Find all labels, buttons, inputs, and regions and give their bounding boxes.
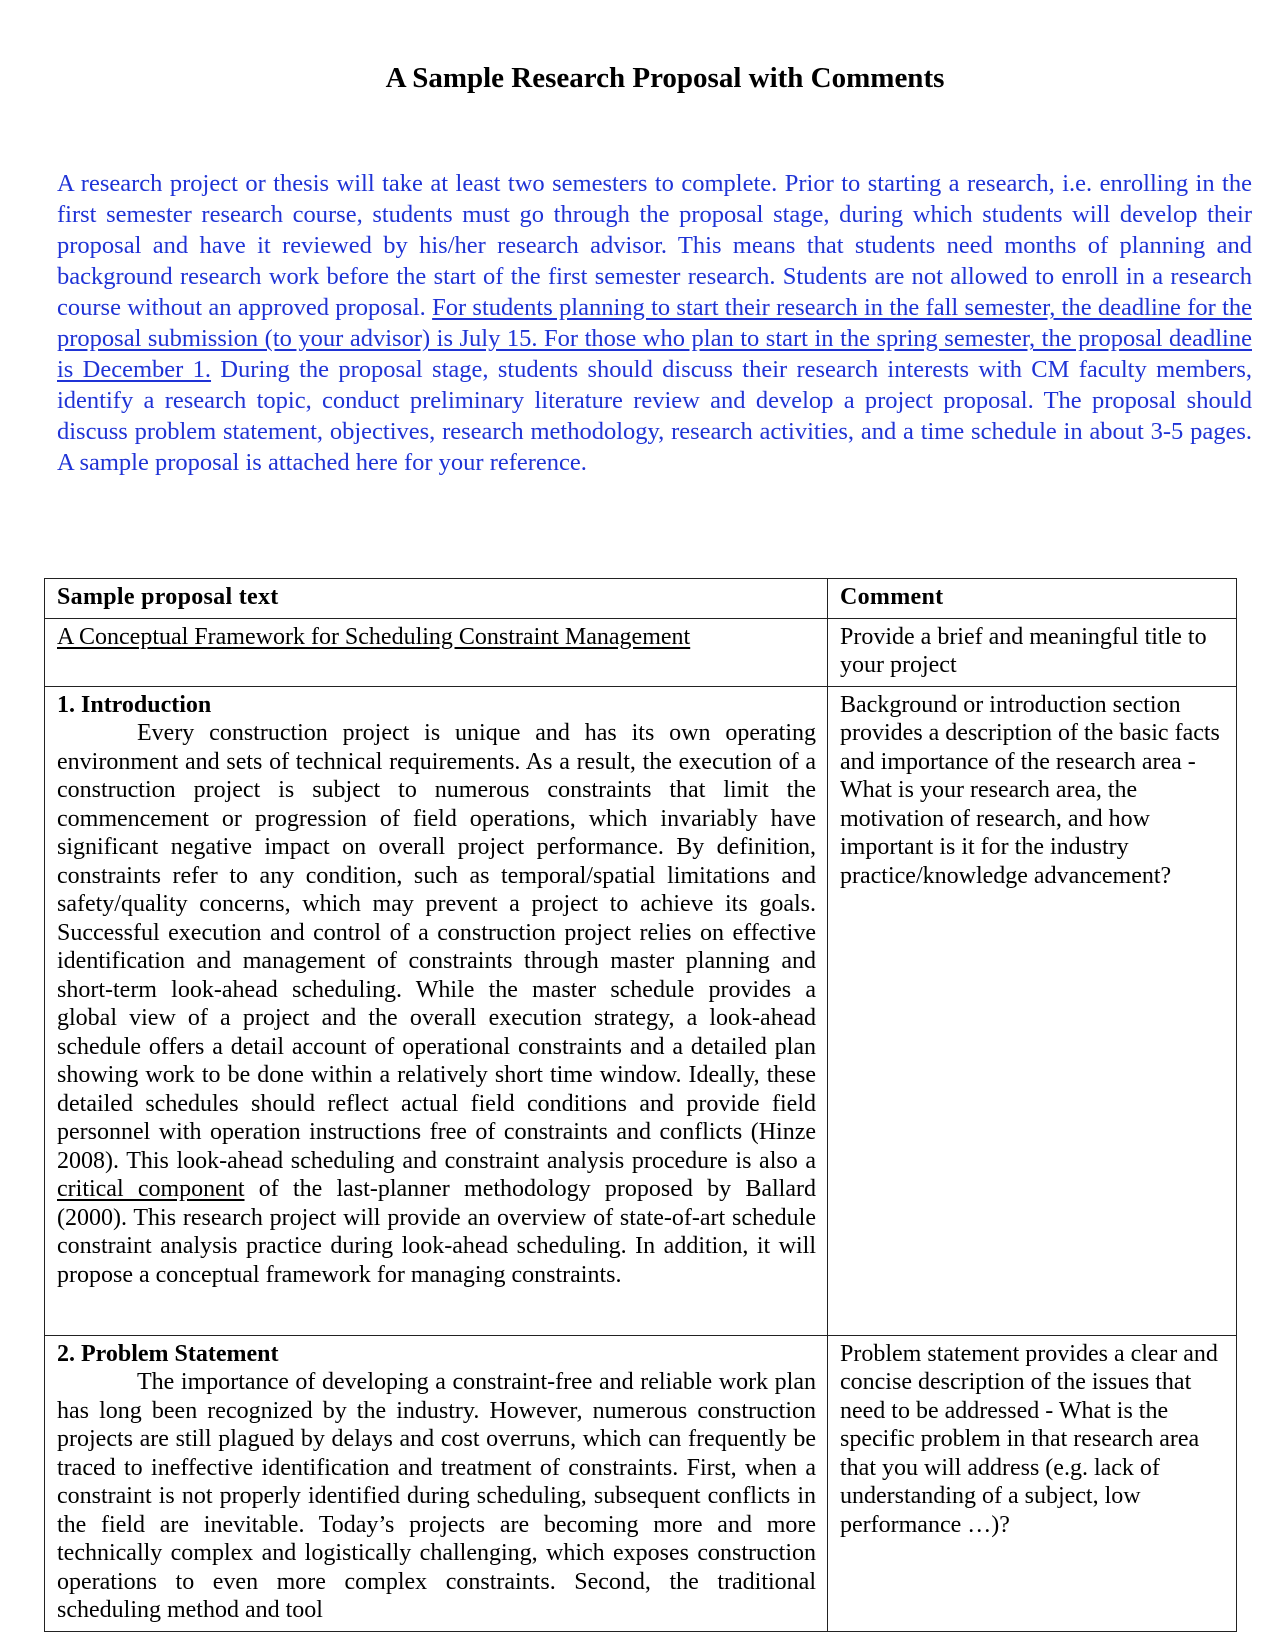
problem-cell: [45, 1335, 828, 1631]
intro-paragraph: [57, 168, 1252, 478]
project-title: A Conceptual Framework for Scheduling Constraint Management: [57, 623, 691, 650]
introduction-text: [57, 719, 816, 1289]
proposal-table: [44, 578, 1237, 1632]
table-header-row: [45, 579, 1237, 619]
introduction-heading: 1. Introduction: [57, 691, 212, 718]
problem-text: The importance of developing a constraint-free and reliable work plan has long been recognized by the industry. However, numerous construction projects are still plagued by delays and cost overruns, which can frequently be traced to ineffective identification and treatment of constraints. First, when a constraint is not properly identified during scheduling, subsequent conflicts in the field are inevitable. Today’s projects are becoming more and more technically complex and logistically challenging, which exposes construction operations to even more complex constraints. Second, the traditional scheduling method and tool: [57, 1369, 816, 1623]
intro-text: A research project or thesis will take at least two semesters to complete. Prior to starting a research, i.e. enrolling in the first semester research course, students must go through the proposal stage, during which students will develop their proposal and have it reviewed by his/her research advisor. This means that students need months of planning and background research work before the start of the first semester research. Students are not allowed to enroll in a research course without an approved proposal.: [57, 170, 1252, 321]
critical-component-phrase: critical component: [57, 1176, 245, 1202]
document-title: A Sample Research Proposal with Comments: [385, 62, 945, 94]
deadline-text: For students planning to start their research in the fall semester, the deadline for the proposal submission (to your advisor) is July 15. For those who plan to start in the spring semester, the proposal deadline is December 1.: [57, 294, 1252, 383]
introduction-text-part2: of the last-planner methodology proposed by Ballard (2000). This research project will provide an overview of state-of-art schedule constraint analysis practice during look-ahead scheduling. In addition, it will propose a conceptual framework for managing constraints.: [57, 1176, 816, 1288]
intro-text-continued: During the proposal stage, students should discuss their research interests with CM faculty members, identify a research topic, conduct preliminary literature review and develop a project proposal. The proposal should discuss problem statement, objectives, research methodology, research activities, and a time schedule in about 3-5 pages. A sample proposal is attached here for your reference.: [57, 356, 1252, 476]
table-row-title: [45, 618, 1237, 686]
introduction-cell: [45, 686, 828, 1335]
header-sample-text: Sample proposal text: [45, 579, 828, 619]
title-comment: Provide a brief and meaningful title to your project: [828, 618, 1237, 686]
table-row-problem: [45, 1335, 1237, 1631]
problem-comment: Problem statement provides a clear and concise description of the issues that need to be addressed - What is the specific problem in that research area that you will address (e.g. lack of understanding of a subject, low performance …)?: [828, 1335, 1237, 1631]
introduction-text-part1: Every construction project is unique and has its own operating environment and sets of technical requirements. As a result, the execution of a construction project is subject to numerous constraints that limit the commencement or progression of field operations, which invariably have significant negative impact on overall project performance. By definition, constraints refer to any condition, such as temporal/spatial limitations and safety/quality concerns, which may prevent a project to achieve its goals. Successful execution and control of a construction project relies on effective identification and management of constraints through master planning and short-term look-ahead scheduling. While the master schedule provides a global view of a project and the overall execution strategy, a look-ahead schedule offers a detail account of operational constraints and a detailed plan showing work to be done within a relatively short time window. Ideally, these detailed schedules should reflect actual field conditions and provide field personnel with operation instructions free of constraints and conflicts (Hinze 2008). This look-ahead scheduling and constraint analysis procedure is also a: [57, 720, 816, 1174]
title-cell: [45, 618, 828, 686]
introduction-comment: Background or introduction section provides a description of the basic facts and importance of the research area - What is your research area, the motivation of research, and how important is it for the industry practice/knowledge advancement?: [828, 686, 1237, 1335]
table-row-introduction: [45, 686, 1237, 1335]
header-comment: Comment: [828, 579, 1237, 619]
problem-heading: 2. Problem Statement: [57, 1340, 279, 1367]
